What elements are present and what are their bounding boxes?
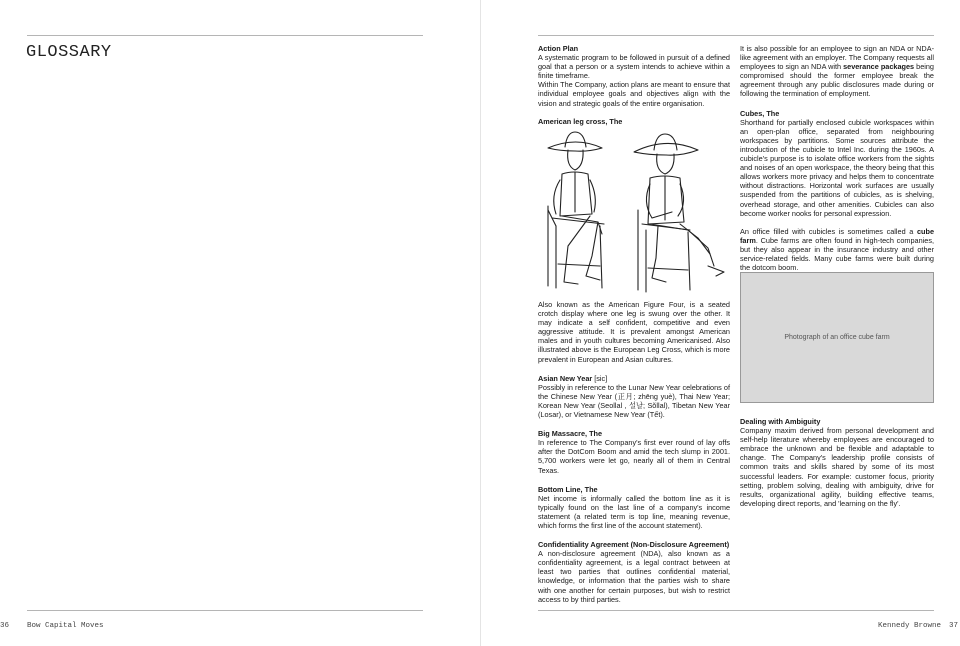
entry-text-confidentiality-agreement: A non-disclosure agreement (NDA), also known as a confidentiality agreement, is a legal contract between at least two parties that outlines confidential material, knowledge, or information that the parties wish to share with one another for certain purposes, but wish to restrict access to by third parties.: [538, 549, 730, 604]
right-page-number: 37: [949, 622, 959, 630]
nda-severance-packages: severance packages: [843, 62, 915, 72]
office-cubicles-photo: [740, 272, 934, 403]
entry-text-action-plan: A systematic program to be followed in pursuit of a defined goal that a person or a system intends to achieve within a finite timeframe.: [538, 53, 730, 81]
entry-text-bottom-line: Net income is informally called the bottom line as it is typically found on the last line of a company's income statement (a related term is top line, meaning revenue, which forms the first line of the account statement).: [538, 493, 730, 530]
col2-bottom: [740, 417, 934, 508]
entry-heading-action-plan: Action Plan: [538, 44, 579, 53]
left-page-number: 36: [0, 622, 10, 630]
asian-new-year-sic: [sic]: [592, 373, 608, 383]
cube-farm-text-part1: An office filled with cubicles is sometimes called a: [740, 226, 917, 236]
page-gutter: [480, 0, 481, 646]
entry-text-action-plan-2: Within The Company, action plans are meant to ensure that individual employee goals and objectives align with the vision and strategic goals of the entire organisation.: [538, 80, 730, 108]
right-top-rule: [538, 35, 934, 36]
asian-new-year-title: Asian New Year: [538, 373, 593, 383]
glossary-title: GLOSSARY: [26, 43, 112, 62]
entry-heading-asian-new-year: [538, 374, 730, 383]
entry-text-asian-new-year: Possibly in reference to the Lunar New Year celebrations of the Chinese New Year (正月; zhēng yuè), Thai New Year; Korean New Year (Seollal , 설날; Sŏllal), Tibetan New Year (Losar), or Vietnamese New Year (Tết).: [538, 382, 730, 420]
cowboys-illustration: [538, 126, 734, 294]
entry-heading-big-massacre: Big Massacre, The: [538, 429, 603, 439]
right-bottom-rule: [538, 610, 934, 611]
entry-heading-bottom-line: Bottom Line, The: [538, 484, 598, 494]
cube-farm-text-part2: . Cube farms are often found in high-tech companies, but they also appear in the insurance industry and other service-related fields. Many cube farms were built during the dotcom boom.: [740, 235, 934, 273]
entry-heading-dealing-with-ambiguity: Dealing with Ambiguity: [740, 417, 821, 426]
left-top-rule: [27, 35, 423, 36]
cube-farm-term: cube farm: [740, 226, 934, 245]
col1-bottom: [538, 300, 730, 604]
entry-heading-cubes: Cubes, The: [740, 108, 780, 118]
nda-text-part1: It is also possible for an employee to sign an NDA or NDA-like agreement with an employer. The Company requests all employees to sign an NDA with: [740, 44, 934, 72]
entry-text-cube-farm: [740, 227, 934, 272]
entry-text-dealing-with-ambiguity: Company maxim derived from personal development and self-help literature whereby employees are encouraged to embrace the unknown and be flexible and adaptable to change. The Company's leadership profile consists of common traits and skills shared by some of its most successful leaders. For example: customer focus, priority setting, problem solving, dealing with ambiguity, drive for results, organizational agility, building effective teams, developing direct reports, and 'learning on the fly'.: [740, 426, 934, 508]
left-bottom-rule: [27, 610, 423, 611]
right-author: Kennedy Browne: [878, 622, 942, 630]
entry-text-american-leg-cross: Also known as the American Figure Four, is a seated crotch display where one leg is swung over the other. It may indicate a self confident, competitive and even aggressive attitude. It is prevalent amongst American males and in youth cultures becoming Americanised. Also illustrated above is the European Leg Cross, which is more prevalent in European and Asian cultures.: [538, 300, 730, 364]
entry-heading-american-leg-cross: American leg cross, The: [538, 116, 623, 126]
entry-text-big-massacre: In reference to The Company's first ever round of lay offs after the DotCom Boom and amid the tech slump in 2001. 5,700 workers were let go, nearly all of them in Central Texas.: [538, 438, 730, 475]
entry-heading-confidentiality-agreement: Confidentiality Agreement (Non-Disclosure Agreement): [538, 540, 730, 550]
col2: [740, 44, 934, 272]
left-book-title: Bow Capital Moves: [27, 622, 104, 630]
col1-top: [538, 44, 730, 126]
nda-text-part2: being compromised should the former employee break the agreement through any public disclosures made during or following the termination of employment.: [740, 62, 934, 99]
entry-text-nda-continued: [740, 44, 934, 99]
office-cubicles-photo-label: Photograph of an office cube farm: [784, 334, 890, 341]
entry-text-cubes: Shorthand for partially enclosed cubicle workspaces within an open-plan office, separated from neighbouring workspaces by partitions. Some sources attribute the introduction of the cubicle to Intel Inc. during the 1960s. A cubicle's purpose is to isolate office workers from the sights and noises of an open workspace, the theory being that this allows workers more privacy and helps them to concentrate without distractions. Horizontal work surfaces are usually suspended from the partitions of cubicles, as is shelving, overhead storage, and other amenities. Cubicles can also become worker nooks for personal expression.: [740, 117, 934, 218]
